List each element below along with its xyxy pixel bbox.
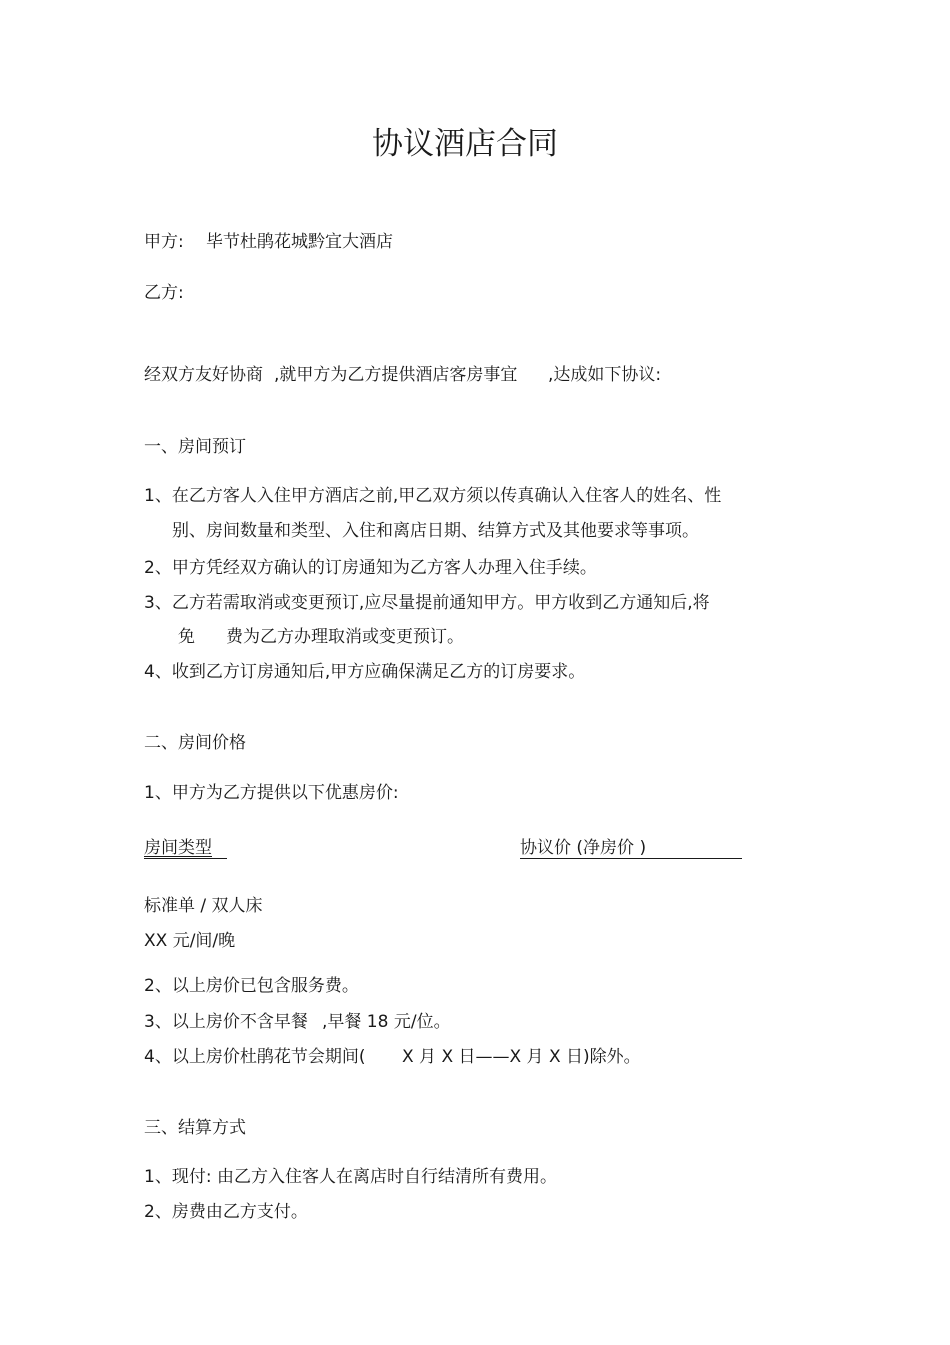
room-type-value: 标准单 / 双人床 xyxy=(144,896,263,916)
section2-item1: 1、甲方为乙方提供以下优惠房价: xyxy=(144,783,399,803)
column-header-price: 协议价 (净房价 ) xyxy=(520,838,647,858)
section3-item2: 2、房费由乙方支付。 xyxy=(144,1202,308,1222)
document-title: 协议酒店合同 xyxy=(372,126,558,162)
section2-item2: 2、以上房价已包含服务费。 xyxy=(144,976,359,996)
intro-part2: ,就甲方为乙方提供酒店客房事宜 xyxy=(274,365,518,385)
section2-heading: 二、房间价格 xyxy=(144,733,246,753)
section2-item4-b: X 月 X 日——X 月 X 日)除外。 xyxy=(402,1047,641,1067)
room-price-value: XX 元/间/晚 xyxy=(144,931,236,951)
section3-item1: 1、现付: 由乙方入住客人在离店时自行结清所有费用。 xyxy=(144,1167,557,1187)
intro-part3: ,达成如下协议: xyxy=(548,365,662,385)
section1-item1-line1: 1、在乙方客人入住甲方酒店之前,甲乙双方须以传真确认入住客人的姓名、性 xyxy=(144,486,722,506)
party-a-label: 甲方: xyxy=(144,232,184,252)
section1-item4: 4、收到乙方订房通知后,甲方应确保满足乙方的订房要求。 xyxy=(144,662,586,682)
section2-item3-b: ,早餐 18 元/位。 xyxy=(322,1012,451,1032)
section1-item3-line1: 3、乙方若需取消或变更预订,应尽量提前通知甲方。甲方收到乙方通知后,将 xyxy=(144,593,710,613)
price-underline xyxy=(520,858,742,859)
section1-item2: 2、甲方凭经双方确认的订房通知为乙方客人办理入住手续。 xyxy=(144,558,597,578)
section1-item3-line2a: 免 xyxy=(178,627,195,647)
section1-item3-line2b: 费为乙方办理取消或变更预订。 xyxy=(226,627,464,647)
party-a-value: 毕节杜鹃花城黔宜大酒店 xyxy=(206,232,393,252)
column-header-room-type: 房间类型 xyxy=(144,838,212,858)
section1-heading: 一、房间预订 xyxy=(144,437,246,457)
party-b-label: 乙方: xyxy=(144,283,184,303)
room-type-underline xyxy=(144,858,227,859)
intro-part1: 经双方友好协商 xyxy=(144,365,263,385)
section2-item3-a: 3、以上房价不含早餐 xyxy=(144,1012,308,1032)
section1-item1-line2: 别、房间数量和类型、入住和离店日期、结算方式及其他要求等事项。 xyxy=(172,521,699,541)
section3-heading: 三、结算方式 xyxy=(144,1118,246,1138)
section2-item4-a: 4、以上房价杜鹃花节会期间( xyxy=(144,1047,366,1067)
